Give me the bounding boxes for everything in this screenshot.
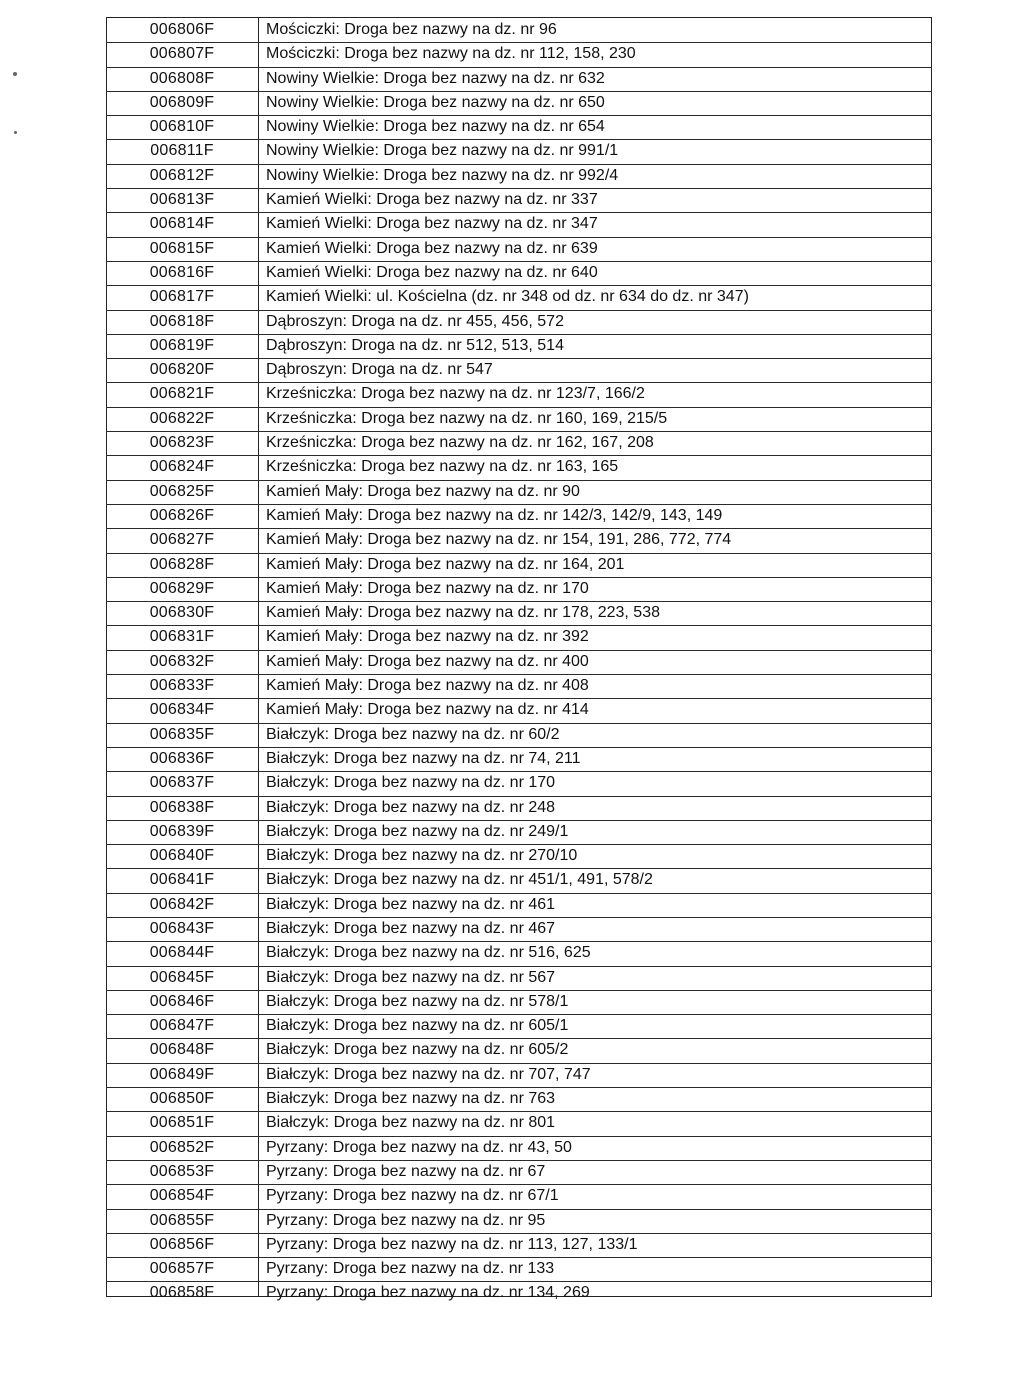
road-code: 006854F bbox=[149, 1187, 215, 1205]
road-description: Białczyk: Droga bez nazwy na dz. nr 461 bbox=[266, 895, 556, 913]
road-code: 006844F bbox=[149, 944, 215, 962]
road-code: 006811F bbox=[150, 142, 214, 160]
road-description: Dąbroszyn: Droga na dz. nr 547 bbox=[266, 361, 493, 379]
road-description: Kamień Mały: Droga bez nazwy na dz. nr 400 bbox=[266, 652, 589, 670]
table-row bbox=[106, 869, 932, 893]
road-code: 006838F bbox=[149, 798, 215, 816]
road-description: Kamień Wielki: Droga bez nazwy na dz. nr 640 bbox=[266, 263, 598, 281]
road-description: Białczyk: Droga bez nazwy na dz. nr 248 bbox=[266, 798, 556, 816]
road-description: Dąbroszyn: Droga na dz. nr 455, 456, 572 bbox=[266, 312, 564, 330]
road-description: Białczyk: Droga bez nazwy na dz. nr 170 bbox=[266, 774, 556, 792]
road-description: Białczyk: Droga bez nazwy na dz. nr 74, 211 bbox=[266, 749, 581, 767]
road-description: Białczyk: Droga bez nazwy na dz. nr 567 bbox=[266, 968, 556, 986]
table-row bbox=[106, 19, 932, 43]
road-description: Kamień Wielki: Droga bez nazwy na dz. nr 347 bbox=[266, 215, 598, 233]
table-row bbox=[106, 1015, 932, 1039]
road-description: Dąbroszyn: Droga na dz. nr 512, 513, 514 bbox=[266, 336, 564, 354]
road-description: Pyrzany: Droga bez nazwy na dz. nr 67/1 bbox=[266, 1187, 559, 1205]
road-description: Kamień Wielki: Droga bez nazwy na dz. nr 337 bbox=[266, 191, 598, 209]
table-row bbox=[106, 1234, 932, 1258]
table-row bbox=[106, 967, 932, 991]
road-code: 006833F bbox=[149, 677, 215, 695]
table-row bbox=[106, 602, 932, 626]
road-description: Białczyk: Droga bez nazwy na dz. nr 270/10 bbox=[266, 847, 578, 865]
road-code: 006852F bbox=[149, 1138, 215, 1156]
road-description: Krześniczka: Droga bez nazwy na dz. nr 162, 167, 208 bbox=[266, 434, 654, 452]
road-description: Białczyk: Droga bez nazwy na dz. nr 605/1 bbox=[266, 1017, 569, 1035]
table-row bbox=[106, 286, 932, 310]
table-row bbox=[106, 189, 932, 213]
road-code: 006826F bbox=[149, 506, 215, 524]
road-code: 006832F bbox=[149, 652, 215, 670]
road-code: 006813F bbox=[149, 191, 215, 209]
road-code: 006830F bbox=[149, 604, 215, 622]
road-table bbox=[106, 19, 932, 1307]
road-code: 006823F bbox=[149, 434, 215, 452]
table-row bbox=[106, 238, 932, 262]
table-row bbox=[106, 529, 932, 553]
road-code: 006818F bbox=[149, 312, 215, 330]
road-code: 006831F bbox=[149, 628, 215, 646]
table-row bbox=[106, 1210, 932, 1234]
road-code: 006848F bbox=[149, 1041, 215, 1059]
road-code: 006819F bbox=[149, 336, 215, 354]
road-code: 006808F bbox=[149, 69, 215, 87]
road-code: 006845F bbox=[149, 968, 215, 986]
road-code: 006834F bbox=[149, 701, 215, 719]
road-code: 006856F bbox=[149, 1235, 215, 1253]
road-code: 006853F bbox=[149, 1162, 215, 1180]
table-row bbox=[106, 456, 932, 480]
road-code: 006846F bbox=[149, 992, 215, 1010]
road-description: Krześniczka: Droga bez nazwy na dz. nr 160, 169, 215/5 bbox=[266, 409, 668, 427]
scan-speck bbox=[14, 131, 17, 134]
road-code: 006855F bbox=[149, 1211, 215, 1229]
table-row bbox=[106, 797, 932, 821]
road-code: 006809F bbox=[149, 93, 215, 111]
road-description: Nowiny Wielkie: Droga bez nazwy na dz. nr 992/4 bbox=[266, 166, 619, 184]
table-row bbox=[106, 578, 932, 602]
road-code: 006835F bbox=[149, 725, 215, 743]
road-description: Krześniczka: Droga bez nazwy na dz. nr 163, 165 bbox=[266, 458, 619, 476]
scan-speck bbox=[13, 72, 17, 76]
road-description: Białczyk: Droga bez nazwy na dz. nr 467 bbox=[266, 919, 556, 937]
road-code: 006858F bbox=[149, 1284, 215, 1302]
road-description: Mościczki: Droga bez nazwy na dz. nr 96 bbox=[266, 21, 557, 38]
table-row bbox=[106, 1282, 932, 1306]
road-code: 006849F bbox=[149, 1065, 215, 1083]
road-code: 006820F bbox=[149, 361, 215, 379]
table-row bbox=[106, 165, 932, 189]
road-description: Kamień Mały: Droga bez nazwy na dz. nr 408 bbox=[266, 677, 589, 695]
road-code: 006836F bbox=[149, 749, 215, 767]
table-row bbox=[106, 116, 932, 140]
road-description: Nowiny Wielkie: Droga bez nazwy na dz. nr 632 bbox=[266, 69, 605, 87]
road-description: Nowiny Wielkie: Droga bez nazwy na dz. nr 991/1 bbox=[266, 142, 619, 160]
table-row bbox=[106, 481, 932, 505]
table-row bbox=[106, 92, 932, 116]
table-row bbox=[106, 699, 932, 723]
table-row bbox=[106, 991, 932, 1015]
table-row bbox=[106, 1137, 932, 1161]
road-code: 006822F bbox=[149, 409, 215, 427]
table-row bbox=[106, 213, 932, 237]
road-code: 006851F bbox=[149, 1114, 215, 1132]
road-code: 006850F bbox=[149, 1090, 215, 1108]
table-row bbox=[106, 821, 932, 845]
table-row bbox=[106, 724, 932, 748]
road-code: 006857F bbox=[149, 1260, 215, 1278]
road-code: 006827F bbox=[149, 531, 215, 549]
table-row bbox=[106, 651, 932, 675]
road-code: 006843F bbox=[149, 919, 215, 937]
road-code: 006817F bbox=[149, 288, 215, 306]
table-row bbox=[106, 262, 932, 286]
road-description: Białczyk: Droga bez nazwy na dz. nr 60/2 bbox=[266, 725, 560, 743]
road-description: Pyrzany: Droga bez nazwy na dz. nr 133 bbox=[266, 1260, 555, 1278]
road-code: 006840F bbox=[149, 847, 215, 865]
road-code: 006810F bbox=[149, 118, 215, 136]
road-code: 006847F bbox=[149, 1017, 215, 1035]
road-description: Mościczki: Droga bez nazwy na dz. nr 112, 158, 230 bbox=[266, 45, 636, 63]
road-description: Kamień Mały: Droga bez nazwy na dz. nr 154, 191, 286, 772, 774 bbox=[266, 531, 732, 549]
road-code: 006815F bbox=[149, 239, 215, 257]
table-row bbox=[106, 942, 932, 966]
table-row bbox=[106, 311, 932, 335]
road-description: Kamień Mały: Droga bez nazwy na dz. nr 164, 201 bbox=[266, 555, 625, 573]
road-description: Pyrzany: Droga bez nazwy na dz. nr 113, 127, 133/1 bbox=[266, 1235, 638, 1253]
road-description: Pyrzany: Droga bez nazwy na dz. nr 43, 50 bbox=[266, 1138, 572, 1156]
road-description: Białczyk: Droga bez nazwy na dz. nr 801 bbox=[266, 1114, 556, 1132]
road-code: 006824F bbox=[149, 458, 215, 476]
road-description: Nowiny Wielkie: Droga bez nazwy na dz. nr 650 bbox=[266, 93, 605, 111]
road-code: 006806F bbox=[149, 21, 215, 38]
road-description: Białczyk: Droga bez nazwy na dz. nr 516, 625 bbox=[266, 944, 591, 962]
table-row bbox=[106, 43, 932, 67]
table-row bbox=[106, 894, 932, 918]
road-description: Kamień Mały: Droga bez nazwy na dz. nr 170 bbox=[266, 579, 589, 597]
table-row bbox=[106, 68, 932, 92]
road-code: 006829F bbox=[149, 579, 215, 597]
road-description: Białczyk: Droga bez nazwy na dz. nr 249/1 bbox=[266, 822, 569, 840]
table-row bbox=[106, 1161, 932, 1185]
road-code: 006839F bbox=[149, 822, 215, 840]
table-row bbox=[106, 748, 932, 772]
road-description: Krześniczka: Droga bez nazwy na dz. nr 123/7, 166/2 bbox=[266, 385, 645, 403]
road-code: 006812F bbox=[149, 166, 215, 184]
road-description: Nowiny Wielkie: Droga bez nazwy na dz. nr 654 bbox=[266, 118, 605, 136]
table-row bbox=[106, 408, 932, 432]
road-description: Pyrzany: Droga bez nazwy na dz. nr 134, 269 bbox=[266, 1284, 590, 1302]
road-description: Białczyk: Droga bez nazwy na dz. nr 763 bbox=[266, 1090, 556, 1108]
road-code: 006842F bbox=[149, 895, 215, 913]
road-code: 006837F bbox=[149, 774, 215, 792]
road-description: Białczyk: Droga bez nazwy na dz. nr 707, 747 bbox=[266, 1065, 591, 1083]
road-description: Kamień Mały: Droga bez nazwy na dz. nr 142/3, 142/9, 143, 149 bbox=[266, 506, 723, 524]
road-code: 006821F bbox=[149, 385, 215, 403]
road-description: Kamień Wielki: Droga bez nazwy na dz. nr 639 bbox=[266, 239, 598, 257]
road-description: Białczyk: Droga bez nazwy na dz. nr 578/1 bbox=[266, 992, 569, 1010]
table-row bbox=[106, 626, 932, 650]
table-row bbox=[106, 675, 932, 699]
table-row bbox=[106, 1185, 932, 1209]
road-description: Białczyk: Droga bez nazwy na dz. nr 451/1, 491, 578/2 bbox=[266, 871, 653, 889]
table-row bbox=[106, 1112, 932, 1136]
road-description: Kamień Mały: Droga bez nazwy na dz. nr 414 bbox=[266, 701, 589, 719]
road-code: 006841F bbox=[149, 871, 215, 889]
table-row bbox=[106, 1088, 932, 1112]
table-row bbox=[106, 432, 932, 456]
table-row bbox=[106, 505, 932, 529]
road-code: 006807F bbox=[149, 45, 215, 63]
table-row bbox=[106, 140, 932, 164]
table-row bbox=[106, 1064, 932, 1088]
road-description: Kamień Mały: Droga bez nazwy na dz. nr 178, 223, 538 bbox=[266, 604, 660, 622]
road-code: 006828F bbox=[149, 555, 215, 573]
road-description: Kamień Wielki: ul. Kościelna (dz. nr 348 od dz. nr 634 do dz. nr 347) bbox=[266, 288, 749, 306]
road-code: 006814F bbox=[149, 215, 215, 233]
road-description: Białczyk: Droga bez nazwy na dz. nr 605/2 bbox=[266, 1041, 569, 1059]
road-code: 006825F bbox=[149, 482, 215, 500]
table-row bbox=[106, 772, 932, 796]
table-row bbox=[106, 554, 932, 578]
table-row bbox=[106, 918, 932, 942]
road-code: 006816F bbox=[149, 263, 215, 281]
road-description: Kamień Mały: Droga bez nazwy na dz. nr 392 bbox=[266, 628, 589, 646]
table-row bbox=[106, 383, 932, 407]
road-description: Kamień Mały: Droga bez nazwy na dz. nr 90 bbox=[266, 482, 580, 500]
table-row bbox=[106, 1039, 932, 1063]
table-row bbox=[106, 845, 932, 869]
table-row bbox=[106, 335, 932, 359]
table-row bbox=[106, 1258, 932, 1282]
road-description: Pyrzany: Droga bez nazwy na dz. nr 67 bbox=[266, 1162, 546, 1180]
table-row bbox=[106, 359, 932, 383]
road-description: Pyrzany: Droga bez nazwy na dz. nr 95 bbox=[266, 1211, 546, 1229]
